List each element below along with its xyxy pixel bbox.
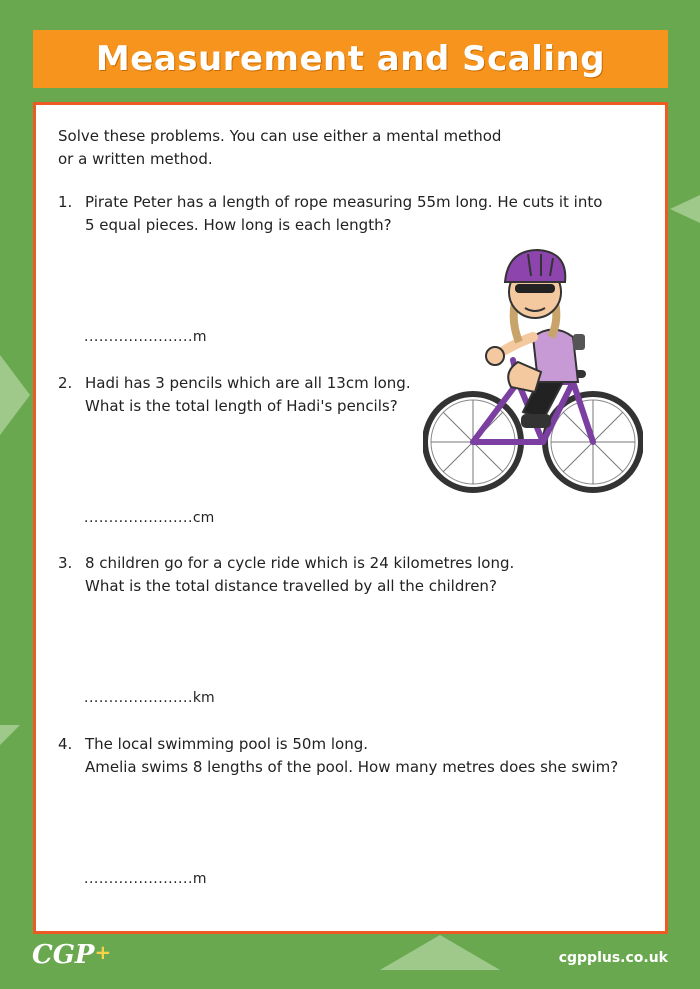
answer-line-3[interactable]: ......................km — [84, 690, 215, 706]
background-triangle — [0, 725, 20, 745]
question-text: Pirate Peter has a length of rope measuring 55m long. He cuts it into 5 equal pieces. How long is each length? — [85, 193, 603, 234]
worksheet-panel — [33, 102, 668, 934]
answer-line-1[interactable]: ......................m — [84, 329, 207, 345]
footer-website[interactable]: cgpplus.co.uk — [558, 950, 668, 966]
question-number: 4. — [58, 735, 73, 753]
page-title: Measurement and Scaling — [95, 39, 606, 79]
cyclist-illustration — [423, 242, 643, 498]
question-text: Hadi has 3 pencils which are all 13cm long. What is the total length of Hadi's pencils? — [85, 374, 411, 415]
question-text: 8 children go for a cycle ride which is 24 kilometres long. What is the total distance travelled by all the children? — [85, 554, 515, 595]
question-number: 2. — [58, 374, 73, 392]
question-text: The local swimming pool is 50m long. Amelia swims 8 lengths of the pool. How many metres does she swim? — [85, 735, 619, 776]
title-banner — [33, 30, 668, 88]
background-triangle — [380, 935, 500, 970]
question-number: 3. — [58, 554, 73, 572]
question-number: 1. — [58, 193, 73, 211]
instructions: Solve these problems. You can use either a mental method or a written method. — [58, 127, 502, 168]
background-triangle — [0, 355, 30, 435]
cgp-logo: CGP+ — [32, 940, 112, 970]
background-triangle — [670, 195, 700, 223]
answer-line-4[interactable]: ......................m — [84, 871, 207, 887]
answer-line-2[interactable]: ......................cm — [84, 510, 215, 526]
